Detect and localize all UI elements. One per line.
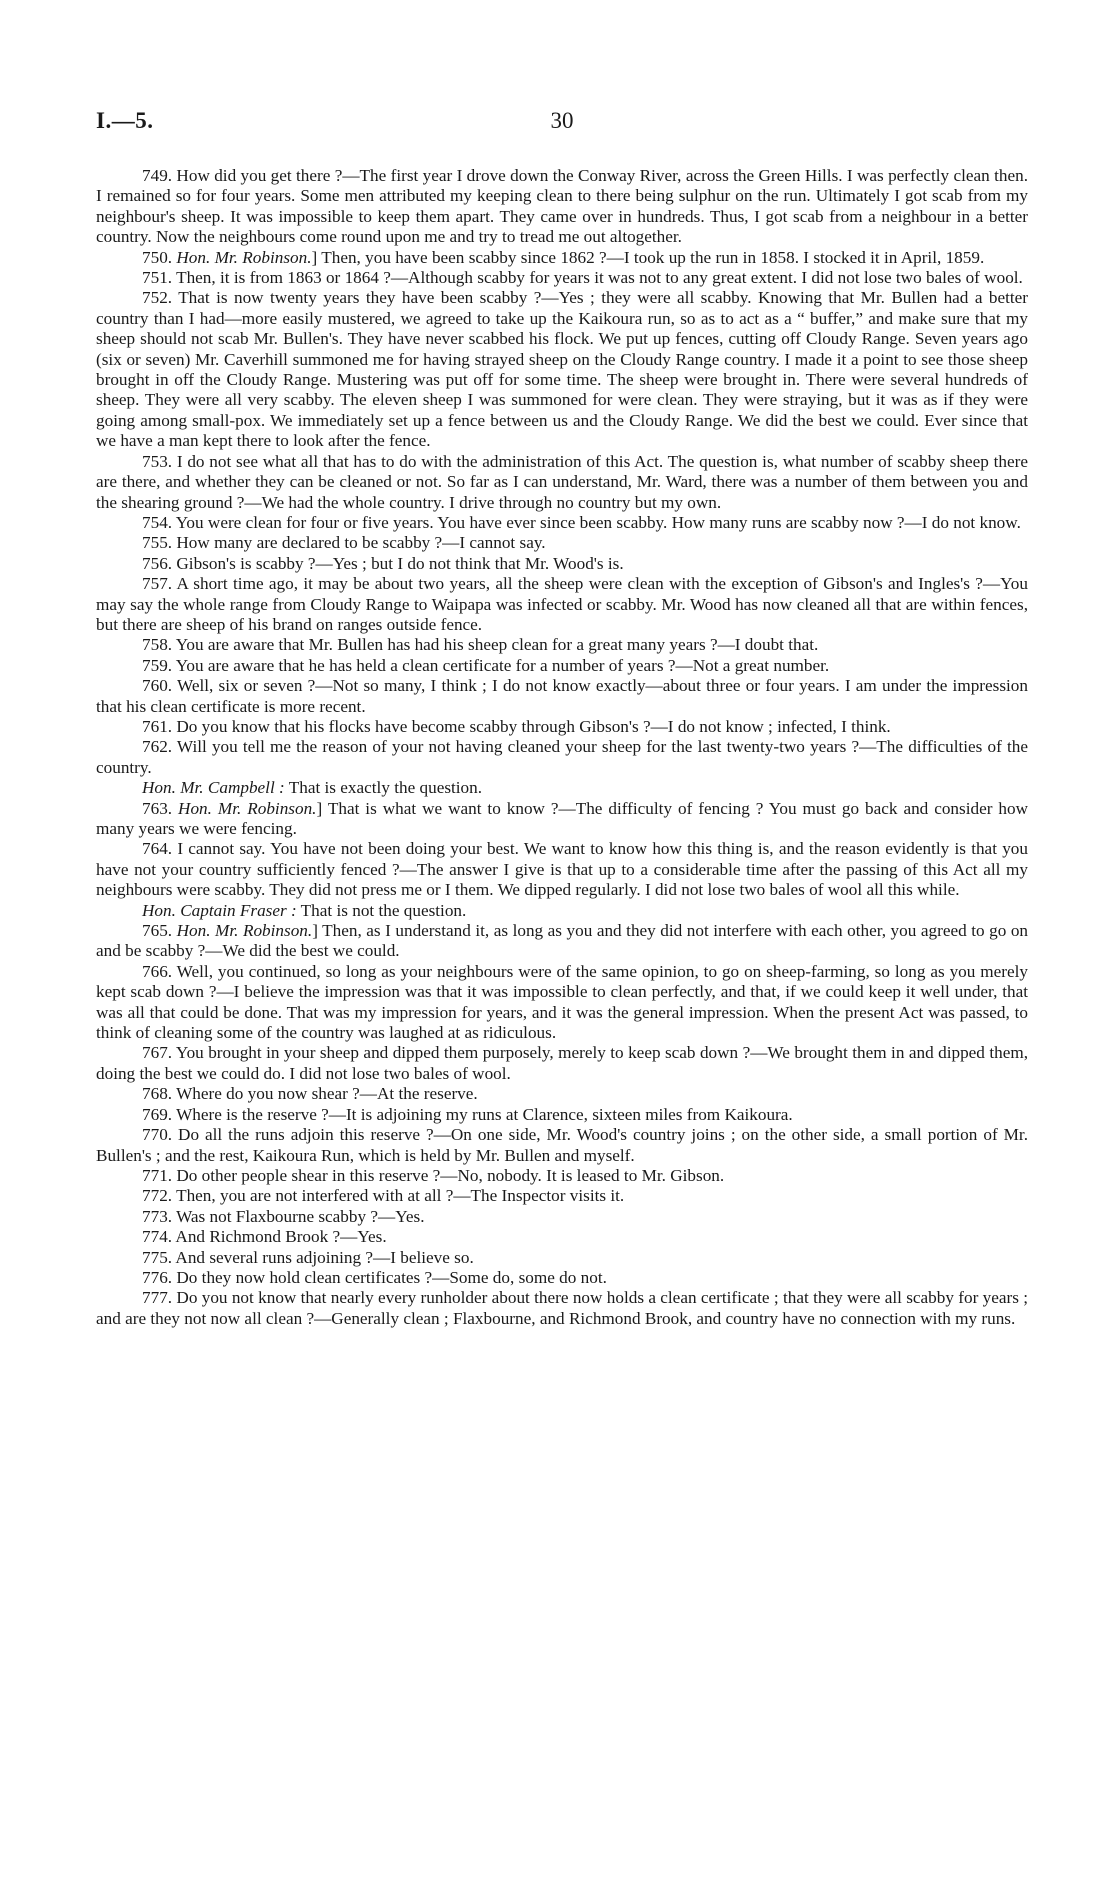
- testimony-paragraph: [96, 166, 1028, 248]
- paragraph-text: 753. I do not see what all that has to do with the administration of this Act. The question is, what number of scabby sheep there are there, and whether they can be cleaned or not. So far as I can understand, Mr. Ward, there was a number of them between you and the shearing ground ?—We had the whole country. I drive through no country but my own.: [96, 451, 1028, 512]
- paragraph-text: 754. You were clean for four or five years. You have ever since been scabby. How many runs are scabby now ?—I do not know.: [142, 512, 1021, 532]
- paragraph-text: 762. Will you tell me the reason of your not having cleaned your sheep for the last twenty-two years ?—The difficulties of the country.: [96, 737, 1028, 777]
- testimony-paragraph: [96, 574, 1028, 635]
- paragraph-text: 757. A short time ago, it may be about two years, all the sheep were clean with the exception of Gibson's and Ingles's ?—You may say the whole range from Cloudy Range to Waipapa was infected or scabby. Mr. Wood has now cleaned all that are within fences, but there are sheep of his brand on ranges outside fence.: [96, 574, 1028, 634]
- testimony-paragraph: [96, 962, 1028, 1044]
- testimony-paragraph: [96, 799, 1028, 840]
- testimony-paragraph: [96, 248, 1028, 268]
- testimony-paragraph: [96, 1186, 1028, 1206]
- page-header: [96, 108, 1028, 142]
- speaker-name: 765. Hon. Mr. Robinson.]: [142, 921, 318, 941]
- testimony-body: [96, 166, 1028, 1329]
- paragraph-text: 764. I cannot say. You have not been doing your best. We want to know how this thing is, and the reason evidently is that you have not your country sufficiently fenced ?—The answer I give is that up to a considerable time after the passing of this Act all my neighbours were scabby. They did not press me or I them. We dipped regularly. I did not lose two bales of wool all this while.: [96, 839, 1028, 900]
- paragraph-text: 769. Where is the reserve ?—It is adjoining my runs at Clarence, sixteen miles from Kaikoura.: [142, 1104, 793, 1124]
- paragraph-text: 756. Gibson's is scabby ?—Yes ; but I do not think that Mr. Wood's is.: [142, 553, 624, 573]
- testimony-paragraph: [96, 1125, 1028, 1166]
- testimony-paragraph: [96, 533, 1028, 553]
- paragraph-text: 772. Then, you are not interfered with at all ?—The Inspector visits it.: [142, 1186, 625, 1206]
- paragraph-text: 749. How did you get there ?—The first year I drove down the Conway River, across the Green Hills. I was perfectly clean then. I remained so for four years. Some men attributed my keeping clean to there being sulphur on the run. Ultimately I got scab from my neighbour's sheep. It was impossible to keep them apart. They came over in hundreds. Thus, I got scab from a neighbour in a better country. Now the neighbours come round upon me and try to tread me out altogether.: [96, 166, 1028, 247]
- testimony-paragraph: [96, 288, 1028, 451]
- speaker-name: 750. Hon. Mr. Robinson.]: [142, 247, 318, 267]
- testimony-paragraph: [96, 656, 1028, 676]
- testimony-paragraph: [96, 554, 1028, 574]
- paragraph-text: 773. Was not Flaxbourne scabby ?—Yes.: [142, 1206, 425, 1226]
- paragraph-text: 752. That is now twenty years they have been scabby ?—Yes ; they were all scabby. Knowing that Mr. Bullen had a better country than I had—more easily mustered, we agreed to take up the Kaikoura run, so as to act as a “ buffer,” and make sure that my sheep should not scab Mr. Bullen's. They have never scabbed his flock. We put up fences, cutting off Cloudy Range. Seven years ago (six or seven) Mr. Caverhill summoned me for having strayed sheep on the Cloudy Range country. I made it a point to see those sheep brought in off the Cloudy Range. Mustering was put off for some time. The sheep were brought in. There were several hundreds of sheep. They were all very scabby. The eleven sheep I was summoned for were clean. They were straying, but it was as if they were going among small-pox. We immediately set up a fence between us and the Cloudy Range. We did the best we could. Ever since that we have a man kept there to look after the fence.: [96, 288, 1028, 451]
- paragraph-text: 766. Well, you continued, so long as your neighbours were of the same opinion, to go on sheep-farming, so long as you merely kept scab down ?—I believe the impression was that it was impossible to clean perfectly, and that, if we could keep it well under, that was all that could be done. That was my impression for years, and it was the general impression. When the present Act was passed, to think of cleaning some of the country was laughed at as ridiculous.: [96, 961, 1028, 1043]
- paragraph-text: 759. You are aware that he has held a clean certificate for a number of years ?—Not a great number.: [142, 655, 830, 675]
- testimony-paragraph: [96, 452, 1028, 513]
- testimony-paragraph: [96, 717, 1028, 737]
- speaker-name: Hon. Mr. Campbell :: [142, 778, 285, 798]
- paragraph-text: 767. You brought in your sheep and dipped them purposely, merely to keep scab down ?—We brought them in and dipped them, doing the best we could do. I did not lose two bales of wool.: [96, 1043, 1028, 1083]
- paragraph-text: 777. Do you not know that nearly every runholder about there now holds a clean certificate ; that they were all scabby for years ; and are they not now all clean ?—Generally clean ; Flaxbourne, and Richmond Brook, and country have no connection with my runs.: [96, 1288, 1028, 1328]
- testimony-paragraph: [96, 1288, 1028, 1329]
- testimony-paragraph: [96, 901, 1028, 921]
- paragraph-text: That is exactly the question.: [284, 778, 483, 798]
- paragraph-text: That is not the question.: [296, 900, 467, 920]
- paragraph-text: 758. You are aware that Mr. Bullen has had his sheep clean for a great many years ?—I doubt that.: [142, 635, 819, 655]
- testimony-paragraph: [96, 1207, 1028, 1227]
- paragraph-text: Then, as I understand it, as long as you and they did not interfere with each other, you agreed to go on and be scabby ?—We did the best we could.: [96, 921, 1029, 961]
- paragraph-text: 768. Where do you now shear ?—At the reserve.: [142, 1084, 478, 1104]
- testimony-paragraph: [96, 778, 1028, 798]
- paragraph-text: 775. And several runs adjoining ?—I believe so.: [142, 1247, 474, 1267]
- paragraph-text: 751. Then, it is from 1863 or 1864 ?—Although scabby for years it was not to any great extent. I did not lose two bales of wool.: [142, 268, 1023, 288]
- testimony-paragraph: [96, 921, 1028, 962]
- document-page: [96, 108, 1028, 1329]
- testimony-paragraph: [96, 1166, 1028, 1186]
- paragraph-text: That is what we want to know ?—The difficulty of fencing ? You must go back and consider how many years we were fencing.: [96, 798, 1028, 838]
- paper-reference: I.—5.: [96, 108, 154, 133]
- testimony-paragraph: [96, 839, 1028, 900]
- paragraph-text: 755. How many are declared to be scabby ?—I cannot say.: [142, 533, 546, 553]
- paragraph-text: 761. Do you know that his flocks have become scabby through Gibson's ?—I do not know ; infected, I think.: [142, 716, 891, 736]
- page-number: 30: [550, 108, 574, 133]
- testimony-paragraph: [96, 1227, 1028, 1247]
- speaker-name: 763. Hon. Mr. Robinson.]: [142, 798, 323, 818]
- paragraph-text: 770. Do all the runs adjoin this reserve ?—On one side, Mr. Wood's country joins ; on the other side, a small portion of Mr. Bullen's ; and the rest, Kaikoura Run, which is held by Mr. Bullen and myself.: [96, 1125, 1028, 1165]
- testimony-paragraph: [96, 1084, 1028, 1104]
- speaker-name: Hon. Captain Fraser :: [142, 900, 297, 920]
- testimony-paragraph: [96, 1268, 1028, 1288]
- testimony-paragraph: [96, 1248, 1028, 1268]
- testimony-paragraph: [96, 737, 1028, 778]
- paragraph-text: 771. Do other people shear in this reserve ?—No, nobody. It is leased to Mr. Gibson.: [142, 1165, 725, 1185]
- testimony-paragraph: [96, 513, 1028, 533]
- testimony-paragraph: [96, 268, 1028, 288]
- paragraph-text: Then, you have been scabby since 1862 ?—I took up the run in 1858. I stocked it in April, 1859.: [317, 247, 985, 267]
- testimony-paragraph: [96, 676, 1028, 717]
- paragraph-text: 776. Do they now hold clean certificates ?—Some do, some do not.: [142, 1267, 607, 1287]
- paragraph-text: 774. And Richmond Brook ?—Yes.: [142, 1227, 387, 1247]
- testimony-paragraph: [96, 1043, 1028, 1084]
- paragraph-text: 760. Well, six or seven ?—Not so many, I think ; I do not know exactly—about three or four years. I am under the impression that his clean certificate is more recent.: [96, 676, 1028, 716]
- testimony-paragraph: [96, 1105, 1028, 1125]
- testimony-paragraph: [96, 635, 1028, 655]
